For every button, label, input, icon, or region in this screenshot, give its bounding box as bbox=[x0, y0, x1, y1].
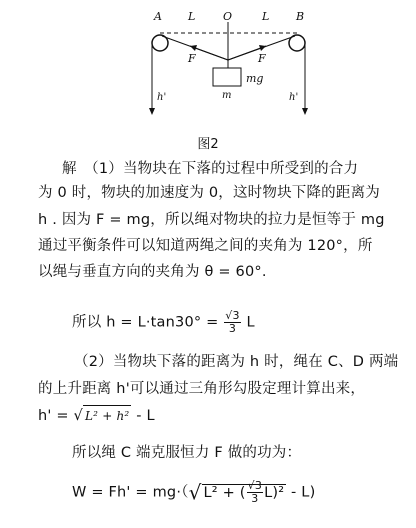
formula-w-a: L² + ( bbox=[203, 484, 246, 501]
formula-h-fraction bbox=[224, 310, 240, 335]
formula-w-numerator: √3 bbox=[247, 479, 263, 492]
label-l1: L bbox=[188, 10, 196, 23]
formula-w-denominator: 3 bbox=[251, 492, 259, 505]
label-f2: F bbox=[258, 52, 266, 65]
solution-line-8: 所以绳 C 端克服恒力 F 做的功为： bbox=[72, 445, 302, 461]
solution-line-4: 通过平衡条件可以知道两绳之间的夹角为 120°，所 bbox=[38, 238, 373, 254]
formula-hp-sqrt: L² + h² bbox=[83, 405, 131, 426]
label-b: B bbox=[296, 10, 305, 23]
formula-hp-suffix: - L bbox=[131, 408, 155, 424]
solution-line-6: （2）当物块下落的距离为 h 时，绳在 C、D 两端 bbox=[74, 354, 399, 370]
solution-line-1: 解 （1）当物块在下落的过程中所受到的合力 bbox=[62, 161, 359, 177]
formula-h-prime: h' = √ L² + h² - L bbox=[38, 405, 155, 426]
formula-work: W = Fh' = mg·（√ L² + ( $\frac{√3}{3}$ L)² - L) bbox=[72, 479, 316, 505]
label-f1: F bbox=[188, 52, 196, 65]
formula-h-denominator: 3 bbox=[228, 322, 237, 335]
label-h1: h' bbox=[157, 92, 167, 103]
formula-hp-prefix: h' = bbox=[38, 408, 74, 424]
block bbox=[213, 68, 241, 86]
solution-line-7: 的上升距离 h'可以通过三角形勾股定理计算出来， bbox=[38, 381, 366, 397]
label-h2: h' bbox=[289, 92, 299, 103]
figure-caption: 图2 bbox=[197, 137, 219, 152]
pulley-diagram bbox=[0, 0, 416, 126]
formula-w-b: L)² bbox=[264, 484, 285, 501]
formula-w-fraction bbox=[247, 480, 263, 505]
label-m: m bbox=[222, 90, 232, 101]
solution-line-2: 为 0 时，物块的加速度为 0，这时物块下降的距离为 bbox=[38, 185, 380, 201]
formula-w-radicand bbox=[202, 479, 287, 505]
label-a: A bbox=[154, 10, 162, 23]
solution-line-3: h . 因为 F = mg，所以绳对物块的拉力是恒等于 mg bbox=[38, 212, 385, 228]
label-l2: L bbox=[262, 10, 270, 23]
label-o: O bbox=[223, 10, 233, 23]
formula-w-prefix: W = Fh' = mg·（ bbox=[72, 484, 189, 501]
label-mg: mg bbox=[246, 72, 264, 85]
formula-h-suffix: L bbox=[246, 314, 255, 331]
formula-h-prefix: 所以 h = L·tan30° = bbox=[72, 314, 224, 331]
solution-line-5: 以绳与垂直方向的夹角为 θ = 60°. bbox=[38, 264, 267, 280]
formula-h bbox=[72, 310, 255, 335]
formula-h-numerator: √3 bbox=[225, 309, 240, 322]
formula-w-suffix: - L) bbox=[286, 484, 316, 501]
